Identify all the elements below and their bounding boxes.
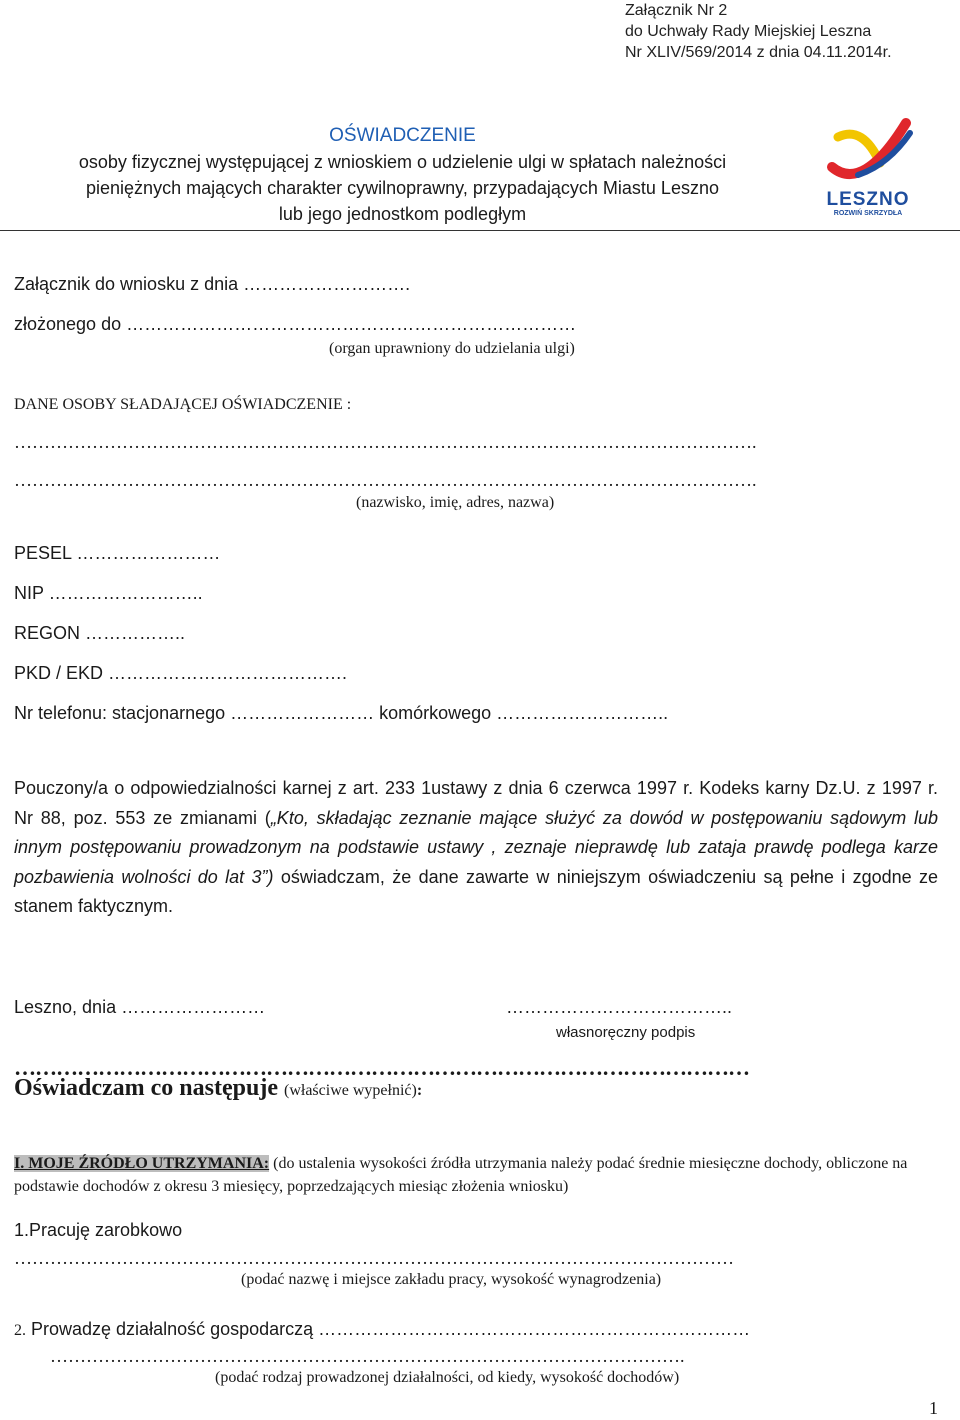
section-income-source	[14, 1152, 934, 1198]
phone-field: Nr telefonu: stacjonarnego …………………… komórkowego ………………………..	[14, 703, 669, 723]
person-dots-line-2: …………………………………………………………………………………………………………….	[14, 470, 757, 490]
place-date-field: Leszno, dnia ……………………	[14, 997, 266, 1017]
pkd-field: PKD / EKD ………………………………….	[14, 663, 348, 683]
logo-slogan: ROZWIŃ SKRZYDŁA	[833, 210, 903, 217]
pesel-field: PESEL ……………………	[14, 543, 221, 563]
section-income-text: (do ustalenia wysokości źródła utrzymania należy podać średnie miesięczne dochody, obliczone na podstawie dochodów z okresu 3 miesięcy, poprzedzających miesiąc złożenia wniosku)	[14, 1155, 908, 1195]
person-hint: (nazwisko, imię, adres, nazwa)	[356, 494, 555, 511]
declaration-title: Oświadczam co następuje	[14, 1075, 278, 1101]
person-data-heading: DANE OSOBY SŁADAJĄCEJ OŚWIADCZENIE :	[14, 396, 352, 413]
item-business-dots: …………………………………………………………………………………………….	[50, 1346, 685, 1366]
page-number: 1	[929, 1398, 938, 1418]
regon-field: REGON ……………..	[14, 623, 186, 643]
item-employment-dots: …………………………………………………………………………………………………………	[14, 1248, 734, 1268]
header-divider	[0, 230, 960, 231]
separator-dots: ……………………………………………………………………………………………	[14, 1055, 749, 1080]
legal-statement	[14, 774, 938, 922]
title-line-3: lub jego jednostkom podległym	[278, 204, 527, 224]
signature-dots: ………………………………..	[506, 997, 733, 1017]
item-business-text: Prowadzę działalność gospodarczą ………………………………………………………………	[26, 1319, 751, 1339]
statement-part-2: oświadczam, że dane zawarte w niniejszym oświadczeniu są pełne i zgodne ze stanem faktycznym.	[14, 866, 939, 916]
statement-quote: „Kto, składając zeznanie mające służyć za dowód w postępowaniu sądowym lub innym postępowaniu prowadzonym na podstawie ustawy , zeznaje nieprawdę lub zataja prawdę podlega karze pozbawienia wolności do lat 3”)	[14, 807, 938, 887]
item-employment-label: 1.Pracuję zarobkowo	[14, 1220, 183, 1240]
item-business-label	[14, 1319, 750, 1340]
statement-part-1: Pouczony/a o odpowiedzialności karnej z art. 233 1ustawy z dnia 6 czerwca 1997 r. Kodeks karny Dz.U. z 1997 r. Nr 88, poz. 553 ze zmianami (	[14, 778, 938, 828]
title-line-2: pieniężnych mających charakter cywilnoprawny, przypadających Miastu Leszno	[86, 178, 719, 198]
submitted-to-field: złożonego do …………………………………………………………………	[14, 314, 577, 334]
attachment-date-field: Załącznik do wniosku z dnia ……………………….	[14, 274, 411, 294]
item-business-hint: (podać rodzaj prowadzonej działalności, od kiedy, wysokość dochodów)	[215, 1369, 680, 1386]
section-income-label: I. MOJE ŹRÓDŁO UTRZYMANIA:	[14, 1155, 270, 1172]
title-line-1: osoby fizycznej występującej z wnioskiem o udzielenie ulgi w spłatach należności	[78, 152, 727, 172]
document-title	[0, 123, 805, 227]
declaration-heading	[14, 1075, 422, 1102]
item-business-number: 2.	[14, 1322, 26, 1339]
header-annex-info	[625, 0, 892, 63]
declaration-colon: :	[416, 1082, 423, 1099]
resolution-number: Nr XLIV/569/2014 z dnia 04.11.2014r.	[625, 44, 892, 61]
declaration-hint: (właściwe wypełnić)	[283, 1082, 417, 1099]
item-employment-hint: (podać nazwę i miejsce zakładu pracy, wysokość wynagrodzenia)	[241, 1271, 662, 1288]
leszno-logo	[818, 115, 918, 219]
signature-hint: własnoręczny podpis	[556, 1024, 696, 1041]
logo-text: LESZNO	[826, 189, 910, 210]
title-heading: OŚWIADCZENIE	[329, 125, 476, 146]
person-dots-line-1: …………………………………………………………………………………………………………….	[14, 432, 757, 452]
annex-number: Załącznik Nr 2	[625, 2, 728, 19]
resolution-line: do Uchwały Rady Miejskiej Leszna	[625, 23, 872, 40]
organ-hint: (organ uprawniony do udzielania ulgi)	[329, 340, 575, 357]
nip-field: NIP ……………………..	[14, 583, 203, 603]
